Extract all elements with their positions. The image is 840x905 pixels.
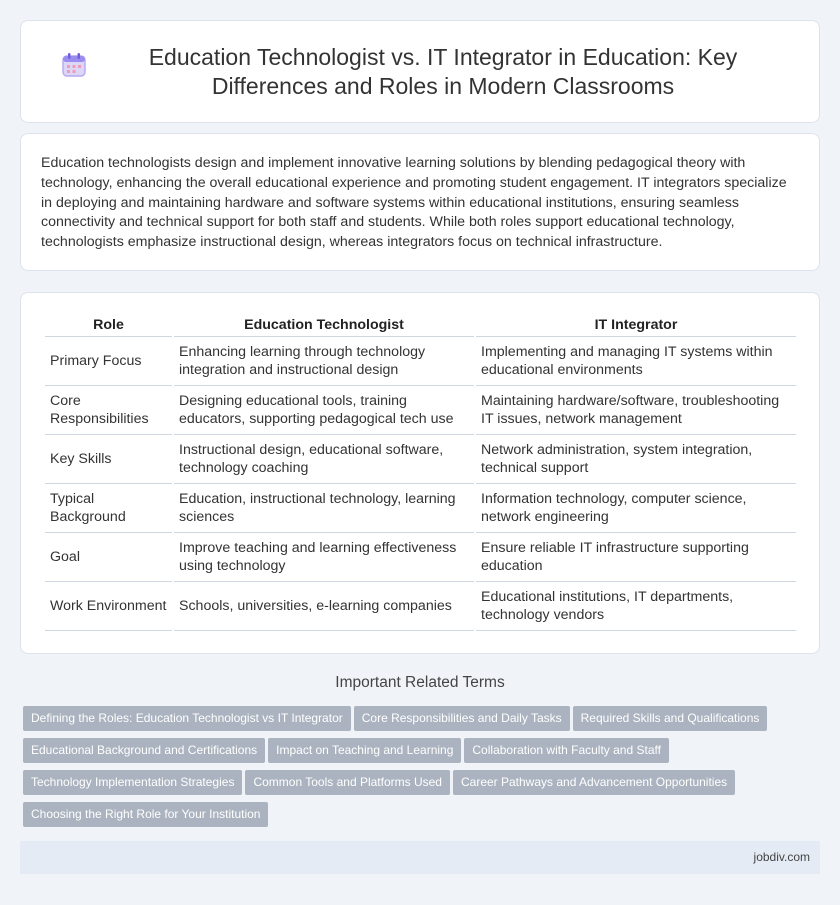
calendar-icon	[60, 51, 88, 79]
related-term-link[interactable]: Core Responsibilities and Daily Tasks	[354, 706, 570, 731]
row-technologist: Education, instructional technology, learning sciences	[174, 484, 474, 533]
table-row	[45, 386, 796, 435]
row-integrator: Implementing and managing IT systems within educational environments	[476, 337, 796, 386]
table-row	[45, 582, 796, 631]
row-integrator: Ensure reliable IT infrastructure supporting education	[476, 533, 796, 582]
row-role: Goal	[45, 533, 172, 582]
related-term-link[interactable]: Common Tools and Platforms Used	[245, 770, 450, 795]
row-technologist: Enhancing learning through technology integration and instructional design	[174, 337, 474, 386]
header-it-integrator: IT Integrator	[476, 309, 796, 337]
comparison-card	[20, 292, 820, 654]
related-term-link[interactable]: Required Skills and Qualifications	[573, 706, 768, 731]
title-card	[20, 20, 820, 123]
related-term-link[interactable]: Choosing the Right Role for Your Institution	[23, 802, 268, 827]
related-terms-list	[23, 706, 803, 834]
row-integrator: Network administration, system integration, technical support	[476, 435, 796, 484]
related-terms-heading: Important Related Terms	[335, 674, 505, 691]
table-header-row	[45, 309, 796, 337]
table-row	[45, 533, 796, 582]
related-term-link[interactable]: Defining the Roles: Education Technologist vs IT Integrator	[23, 706, 351, 731]
related-term-link[interactable]: Educational Background and Certifications	[23, 738, 265, 763]
related-term-link[interactable]: Collaboration with Faculty and Staff	[464, 738, 669, 763]
row-role: Primary Focus	[45, 337, 172, 386]
related-term-link[interactable]: Impact on Teaching and Learning	[268, 738, 461, 763]
row-technologist: Schools, universities, e-learning companies	[174, 582, 474, 631]
footer	[20, 841, 820, 874]
title-wrap	[60, 43, 780, 101]
related-term-link[interactable]: Technology Implementation Strategies	[23, 770, 242, 795]
related-term-link[interactable]: Career Pathways and Advancement Opportunities	[453, 770, 735, 795]
row-role: Typical Background	[45, 484, 172, 533]
row-integrator: Educational institutions, IT departments, technology vendors	[476, 582, 796, 631]
row-role: Work Environment	[45, 582, 172, 631]
row-integrator: Information technology, computer science, network engineering	[476, 484, 796, 533]
header-role: Role	[45, 309, 172, 337]
row-role: Key Skills	[45, 435, 172, 484]
intro-card	[20, 133, 820, 271]
page-title: Education Technologist vs. IT Integrator in Education: Key Differences and Roles in Modern Classrooms	[148, 43, 738, 99]
header-education-technologist: Education Technologist	[174, 309, 474, 337]
row-integrator: Maintaining hardware/software, troubleshooting IT issues, network management	[476, 386, 796, 435]
table-row	[45, 435, 796, 484]
footer-site-link[interactable]: jobdiv.com	[753, 850, 810, 864]
table-row	[45, 337, 796, 386]
row-technologist: Designing educational tools, training educators, supporting pedagogical tech use	[174, 386, 474, 435]
table-row	[45, 484, 796, 533]
row-technologist: Improve teaching and learning effectiveness using technology	[174, 533, 474, 582]
intro-paragraph: Education technologists design and implement innovative learning solutions by blending pedagogical theory with technology, enhancing the overall educational experience and promoting student engagement. IT integrators specialize in deploying and maintaining hardware and software systems within educational institutions, ensuring seamless connectivity and technical support for both staff and students. While both roles support educational technology, technologists emphasize instructional design, whereas integrators focus on technical infrastructure.	[41, 155, 787, 251]
row-role: Core Responsibilities	[45, 386, 172, 435]
comparison-table	[43, 309, 798, 631]
row-technologist: Instructional design, educational software, technology coaching	[174, 435, 474, 484]
